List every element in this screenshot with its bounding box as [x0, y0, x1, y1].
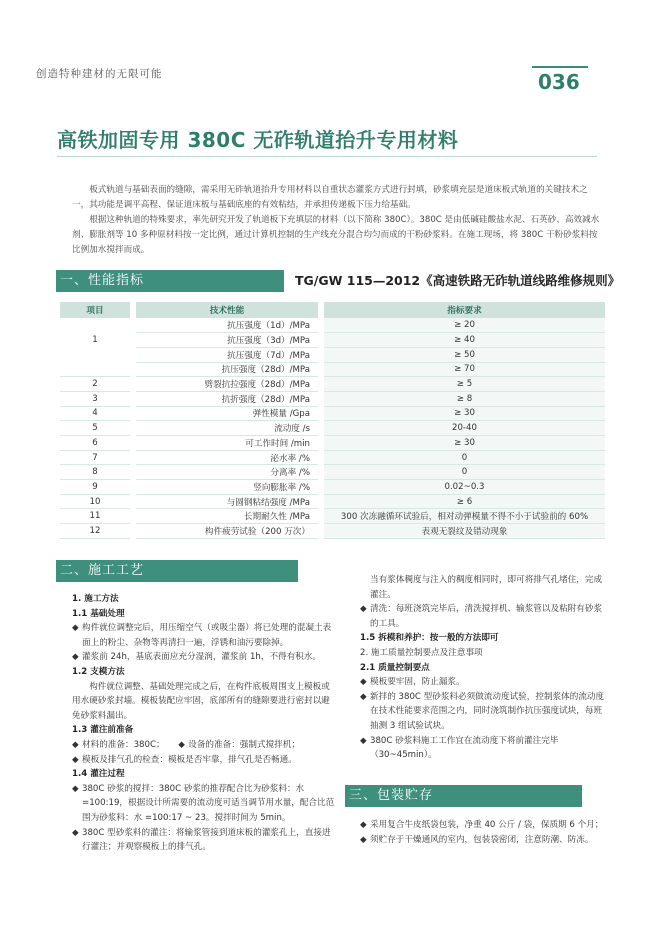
table-row: [60, 494, 605, 509]
table-row: [60, 318, 605, 333]
table-row: [60, 406, 605, 421]
cell-item: 7: [60, 450, 130, 465]
cell-item: 10: [60, 494, 130, 509]
list-item: ◆ 模板及排气孔的检查：模板是否牢靠，排气孔是否畅通。: [72, 753, 337, 768]
standard-title: TG/GW 115—2012《高速铁路无砟轨道线路维修规则》: [295, 273, 621, 288]
bullet-icon: ◆: [72, 783, 79, 794]
table-row: [60, 465, 605, 480]
cell-item: 1: [92, 335, 98, 346]
cell-performance: 泌水率 /%: [136, 450, 318, 465]
header-perf: 技术性能: [136, 302, 318, 318]
cell-performance: 可工作时间 /min: [136, 436, 318, 451]
list-item: ◆ 须贮存于干燥通风的室内，包装袋密闭，注意防潮、防冻。: [360, 833, 606, 848]
cell-item: 12: [60, 524, 130, 539]
bullet-icon: ◆: [178, 739, 185, 750]
header-item: 项目: [60, 302, 130, 318]
packaging-column: [360, 818, 606, 847]
cell-item: [60, 362, 130, 377]
cell-item: [60, 318, 130, 333]
cell-item: 2: [60, 377, 130, 392]
cell-requirement: ≥ 8: [324, 391, 605, 406]
bullet-icon: ◆: [360, 735, 367, 746]
list-item: ◆ 构件就位调整完后，用压缩空气（或吸尘器）将已处理的混凝土表面上的粉尘、杂物等再清扫一遍，浮锈和油污要除掉。: [72, 623, 332, 648]
cell-item: 5: [60, 421, 130, 436]
cell-performance: 构件疲劳试验（200 万次）: [136, 524, 318, 539]
paragraph: 构件就位调整、基础处理完成之后，在构件底板周围支上模板或用水硬砂浆封墙。模板装配应牢固，底部所有的缝隙要进行密封以避免砂浆料漏出。: [72, 681, 330, 721]
heading: 1.5 拆模和养护：按一般的方法即可: [360, 633, 499, 644]
cell-requirement: 20-40: [324, 421, 605, 436]
list-item: ◆ 模板要牢固，防止漏浆。: [360, 675, 606, 690]
list-item: ◆ 采用复合牛皮纸袋包装，净重 40 公斤 / 袋，保质期 6 个月；: [360, 818, 606, 833]
bullet-icon: ◆: [72, 652, 79, 663]
bullet-icon: ◆: [360, 604, 367, 615]
table-row: [60, 362, 605, 377]
table-row: [60, 391, 605, 406]
heading: 1. 施工方法: [72, 594, 119, 604]
cell-item: 4: [60, 406, 130, 421]
cell-requirement: ≥ 6: [324, 494, 605, 509]
cell-requirement: 0: [324, 450, 605, 465]
table-row: [60, 377, 605, 392]
table-header-row: [60, 302, 605, 318]
title-divider: [57, 156, 597, 157]
header-tagline: 创造特种建材的无限可能: [36, 68, 163, 80]
cell-item: 3: [60, 391, 130, 406]
cell-item: 9: [60, 480, 130, 495]
section-tab-packaging: 三、包装贮存: [345, 785, 582, 807]
cell-performance: 抗压强度（3d）/MPa: [136, 333, 318, 348]
cell-performance: 抗压强度（1d）/MPa: [136, 318, 318, 333]
intro-text: [72, 183, 604, 258]
table-row: [60, 333, 605, 348]
spec-table: [60, 302, 605, 539]
list-item: ◆ 新拌的 380C 型砂浆料必须做流动度试验，控制浆体的流动度在技术性能要求范围之内，同时浇筑制作抗压强度试块，每班抽测 3 组试验试块。: [360, 691, 605, 731]
section-tab-construction: 二、施工工艺: [56, 560, 298, 582]
bullet-icon: ◆: [72, 623, 79, 634]
list-item: ◆ 灌浆前 24h，基底表面应充分湿润，灌浆前 1h，不得有积水。: [72, 650, 337, 665]
table-row: [60, 509, 605, 524]
cell-requirement: ≥ 50: [324, 347, 605, 362]
heading: 1.3 灌注前准备: [72, 725, 134, 736]
cell-performance: 分离率 /%: [136, 465, 318, 480]
cell-performance: 抗折强度（28d）/MPa: [136, 391, 318, 406]
cell-performance: 劈裂抗拉强度（28d）/MPa: [136, 377, 318, 392]
cell-requirement: ≥ 20: [324, 318, 605, 333]
heading: 2. 施工质量控制要点及注意事项: [360, 647, 483, 658]
page-number: 036: [538, 70, 580, 94]
cell-item: 8: [60, 465, 130, 480]
heading: 2.1 质量控制要点: [360, 662, 430, 673]
cell-item: 6: [60, 436, 130, 451]
cell-performance: 长期耐久性 /MPa: [136, 509, 318, 524]
intro-paragraph: 根据这种轨道的特殊要求，率先研究开发了轨道板下充填层的材料（以下简称 380C）。380C 是由低碱硅酸盐水泥、石英砂、高效减水剂、膨胀剂等 10 多种原材料按一定比例，通过计算机控制的生产线充分混合均匀而成的干粉砂浆料。在施工现场，将 380C 干粉砂浆料按比例加水搅拌而成。: [72, 215, 600, 255]
cell-requirement: 0: [324, 465, 605, 480]
cell-requirement: 300 次冻融循环试验后，相对动弹模量不得不小于试验前的 60%: [324, 509, 605, 524]
bullet-icon: ◆: [72, 754, 79, 765]
cell-performance: 流动度 /s: [136, 421, 318, 436]
cell-performance: 竖向膨胀率 /%: [136, 480, 318, 495]
construction-right-column: [360, 573, 606, 763]
bullet-icon: ◆: [360, 677, 367, 688]
heading: 1.4 灌注过程: [72, 769, 125, 780]
table-row: [60, 524, 605, 539]
cell-requirement: ≥ 70: [324, 362, 605, 377]
cell-performance: 抗压强度（28d）/MPa: [136, 362, 318, 377]
intro-paragraph: 板式轨道与基础表面的缝隙，需采用无砟轨道抬升专用材料以自重状态灌浆方式进行封填，砂浆填充层是道床板式轨道的关键技术之一，其功能是调平高程、保证道床板与基础底座的有效粘结，并承担传递板下压力给基础。: [72, 185, 588, 210]
table-row: [60, 450, 605, 465]
cell-item: 11: [60, 509, 130, 524]
heading: 1.1 基础处理: [72, 608, 125, 619]
table-row: [60, 436, 605, 451]
paragraph: 当有浆体稠度与注入的稠度相同时，即可将排气孔堵住，完成灌注。: [370, 575, 603, 600]
cell-requirement: 0.02~0.3: [324, 480, 605, 495]
list-item: ◆ 380C 型砂浆料的灌注：将输浆管接到道床板的灌浆孔上，直接进行灌注；并观察模板上的排气孔。: [72, 827, 331, 853]
list-item: ◆ 380C 砂浆料施工工作宜在流动度下将前灌注完毕（30~45min）。: [360, 735, 559, 761]
cell-requirement: ≥ 30: [324, 406, 605, 421]
heading: 1.2 支模方法: [72, 666, 125, 677]
list-item: ◆ 清洗：每班浇筑完毕后，清洗搅拌机、输浆管以及粘附有砂浆的工具。: [360, 604, 603, 629]
cell-requirement: ≥ 40: [324, 333, 605, 348]
bullet-icon: ◆: [360, 834, 367, 845]
cell-requirement: 表观无裂纹及错动现象: [324, 524, 605, 539]
table-row: [60, 421, 605, 436]
header-req: 指标要求: [324, 302, 605, 318]
table-row: [60, 347, 605, 362]
bullet-icon: ◆: [72, 739, 79, 750]
table-row: [60, 480, 605, 495]
cell-performance: 弹性模量 /Gpa: [136, 406, 318, 421]
page-title: 高铁加固专用 380C 无砟轨道抬升专用材料: [57, 128, 459, 152]
cell-requirement: ≥ 30: [324, 436, 605, 451]
construction-left-column: [72, 592, 337, 855]
bullet-icon: ◆: [72, 827, 79, 838]
cell-performance: 与圆钢粘结强度 /MPa: [136, 494, 318, 509]
section-tab-performance: 一、性能指标: [56, 270, 284, 292]
list-item: ◆ 380C 砂浆的搅拌：380C 砂浆的推荐配合比为砂浆料：水 =100:19，根据设计所需要的流动度可适当调节用水量，配合比范围为砂浆料：水 =100:17 ~ 23。搅拌时间为 5min。: [72, 783, 335, 823]
bullet-icon: ◆: [360, 691, 367, 702]
bullet-icon: ◆: [360, 820, 367, 830]
cell-item: [60, 347, 130, 362]
list-item: ◆ 材料的准备：380C； ◆ 设备的准备：强制式搅拌机；: [72, 738, 337, 753]
cell-performance: 抗压强度（7d）/MPa: [136, 347, 318, 362]
cell-requirement: ≥ 5: [324, 377, 605, 392]
